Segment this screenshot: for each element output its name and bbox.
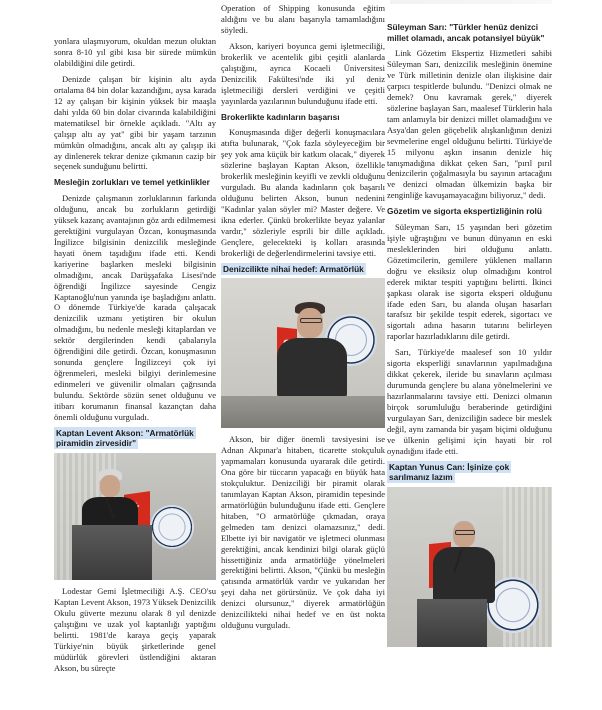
section-heading: Süleyman Sarı: "Türkler henüz denizci millet olamadı, ancak potansiyel büyük" xyxy=(387,22,545,43)
highlighted-heading xyxy=(221,264,385,275)
highlighted-heading-text: Denizcilikte nihai hedef: Armatörlük xyxy=(223,263,364,274)
highlighted-heading xyxy=(54,428,216,449)
highlighted-heading-text: Kaptan Yunus Can: İşinize çok sarılmanız lazım xyxy=(389,461,510,483)
akson-speaking-photo xyxy=(54,453,216,580)
lectern xyxy=(221,396,385,428)
column-2 xyxy=(221,0,385,636)
paragraph: Denizde çalışan bir kişinin altı ayda ortalama 84 bin dolar kazandığını, aysa karada 12 ay çalışan bir kişinin yüksek bir maaşla dahi yılda 60 bin dolar civarında kalabildiğini matematiksel bir örnekle açıkladı. "Altı ay çalışıp altı ay yat" gibi bir yaşam tarzının mümkün olmadığını, ancak altı ay çalışıp iki ay dinlenerek tekrar denize çıkmanın cazip bir seçenek sunduğunu belirtti. xyxy=(54,73,216,172)
highlighted-heading-text: Kaptan Levent Akson: "Armatörlük piramidin zirvesidir" xyxy=(56,427,194,449)
section-heading: Gözetim ve sigorta ekspertizliğinin rolü xyxy=(387,206,542,217)
lectern xyxy=(72,525,152,580)
paragraph: Denizde çalışmanın zorluklarının farkında olduğunu, ancak bu zorlukların getirdiği yüksek kazanç avantajının göz ardı edilmemesi gerektiğini vurgulayan Özcan, konuşmasında İngilizce bilgisinin denizcilik mesleğinde hayati önem taşıdığını ifade etti. Kendi kariyerine başlarken mesleki bilgisinin olmadığını, ancak Darüşşafaka Lisesi'nde öğrendiği İngilizce sayesinde Cengiz Kaptanoğlu'nun yanında işe başladığını anlattı. O dönemde Türkiye'de karada çalışacak denizcilik uzmanı yetiştiren bir okulun olmadığını, bu nedenle mesleği kitaplardan ve sektör dergilerinden kendi çabalarıyla öğrendiğini dile getirdi. Özcan, konuşmasının sonunda gençlere İngilizceyi çok iyi öğrenmeleri, mesleki bilgiyi derinlemesine edinmeleri ve güvenilir olmaları çağrısında bulundu. Sektörde sözün senet olduğunu ve itibarı korumanın finansal kazançtan daha önemli olduğunu vurguladı. xyxy=(54,192,216,422)
university-banner xyxy=(150,505,194,549)
speaker-portrait-photo xyxy=(221,278,385,428)
paragraph: yonlara ulaşmıyorum, okuldan mezun oluktan sonra 8-10 yıl gibi kısa bir sürede mümkün olabildiğini dile getirdi. xyxy=(54,36,216,68)
paragraph: Link Gözetim Ekspertiz Hizmetleri sahibi Süleyman Sarı, denizcilik mesleğinin önemine ve Türk milletinin denizle olan ilişkisine dair çarpıcı tespitlerde bulundu. "Denizci olmak ne demek? Onu kavramak gerek," diyerek sözlerine başlayan Sarı, maalesef Türklerin hala tam anlamıyla bir denizci millet olamadığını ve Asya'dan gelen göçebelik alışkanlığının denizi sevmelerine engel olduğunu belirtti. Türkiye'de 15 milyonu aşkın insanın denizle hiç tanışmadığına dikkat çeken Sarı, "pırıl pırıl denizcilerin çoğalmasıyla bu sayının artacağını ve denizci olmadan ülkemizin başka bir zenginliğe kavuşamayacağını biliyoruz," dedi. xyxy=(387,48,552,201)
highlighted-heading xyxy=(387,462,552,483)
column-1 xyxy=(54,0,216,679)
paragraph: Akson, bir diğer önemli tavsiyesini ise Adnan Akpınar'a hitaben, ticarette stokçuluk yapmamaları konusunda uyararak dile getirdi. Ona göre bir tüccarın yapacağı en büyük hata stokçuluktur. Denizciliği bir piramit olarak tanımlayan Kaptan Akson, piramidin tepesinde armatörlüğün bulunduğunu ifade etti. Gençlere hitaben, "O armatörlüğe çıkmadan, oraya gelmeden tam denizci olamazsınız," dedi. Elbette iyi bir navigatör ve işletmeci olunması gerektiğini, ancak kendinizi bilgi olarak güçlü hissettiğiniz anda armatörlüğe yönelmeleri gerektiğini belirtti. Akson, "Çünkü bu mesleğin çatısında armatörlük vardır ve yukarıdan her şeyi daha net görürsünüz. Ve çok daha iyi denizci olursunuz," diyerek armatörlüğün denizcilikteki nihai hedef ve en üst nokta olduğunu vurguladı. xyxy=(221,434,385,631)
yunus-can-photo xyxy=(387,487,552,647)
section-heading: Brokerlikte kadınların başarısı xyxy=(221,111,340,122)
column-3 xyxy=(387,0,552,653)
paragraph: Akson, kariyeri boyunca gemi işletmeciliği, brokerlik ve acentelik gibi çeşitli alanlarda çalıştığını, ayrıca Kocaeli Üniversitesi Denizcilik Fakültesi'nde iki yıl deniz işletmeciliği dersleri verdiğini ve çeşitli yayınlarda yazılarının bulunduğunu ifade etti. xyxy=(221,40,385,106)
section-heading: Mesleğin zorlukları ve temel yetkinlikler xyxy=(54,177,210,188)
lectern xyxy=(417,599,487,647)
paragraph: Sarı, Türkiye'de maalesef son 10 yıldır sigorta eksperliği sınavlarının yapılmadığına dikkat çekerek, ileride bu sınavların açılması durumunda gençlere bu alana yönelmelerini ve hazırlanmalarını tavsiye etti. Denizci olmanın birçok sorumluluğu beraberinde getirdiğini vurgulayan Sarı, denizciliğin sadece bir meslek değil, aynı zamanda bir yaşam biçimi olduğunu ve ülkenin gelişimi için hayati bir rol oynadığını ifade etti. xyxy=(387,347,552,456)
paragraph: Lodestar Gemi İşletmeciliği A.Ş. CEO'su Kaptan Levent Akson, 1973 Yüksek Denizcilik Okulu güverte mezunu olarak 8 yıl denizde çalıştığını ve uzak yol kaptanlığı yaptığını belirtti. 1981'de karaya geçiş yaparak Türkiye'nin büyük şirketlerinde genel müdürlük görevleri üstlendiğini aktaran Akson, bu süreçte xyxy=(54,585,216,673)
paragraph: Süleyman Sarı, 15 yaşından beri gözetim işiyle uğraştığını ve bunun dünyanın en eski mesleklerinden biri olduğunu anlattı. Gözetimcilerin, gemilere yüklenen malların doğru ve eksiksiz olup olmadığını kontrol ederek miktar tespiti yaptığını belirtti. İkinci şapkası olarak ise sigorta eksperi olduğunu ifade eden Sarı, bu alanda oluşan hasarları tarafsız bir şekilde tespit ederek, sigortacı ve sigortalı adına hasarın tutarını belirleyen raporlar hazırladıklarını dile getirdi. xyxy=(387,221,552,342)
paragraph: Konuşmasında diğer değerli konuşmacılara atıfta bulunarak, "Çok fazla söyleyeceğim bir şey yok ama küçük bir katkım olacak," diyerek sözlerine başlayan Kaptan Akson, özellikle brokerlik mesleğinin keyifli ve zevkli olduğunu vurguladı. Bu alanda kadınların çok başarılı olduğunu belirten Akson, bunun nedenini "Kadınlar yalan söyler mi? Master değere. Ve ikna ederler. Çünkü brokerlikte beyaz yalanlar vardır," sözleriyle esprili bir dille açıkladı. Gençlere, gelecekteki iş kolları arasında brokerliği de değerlendirmelerini tavsiye etti. xyxy=(221,127,385,258)
paragraph: Operation of Shipping konusunda eğitim aldığını ve bu alanı başarıyla tamamladığını söyledi. xyxy=(221,3,385,35)
